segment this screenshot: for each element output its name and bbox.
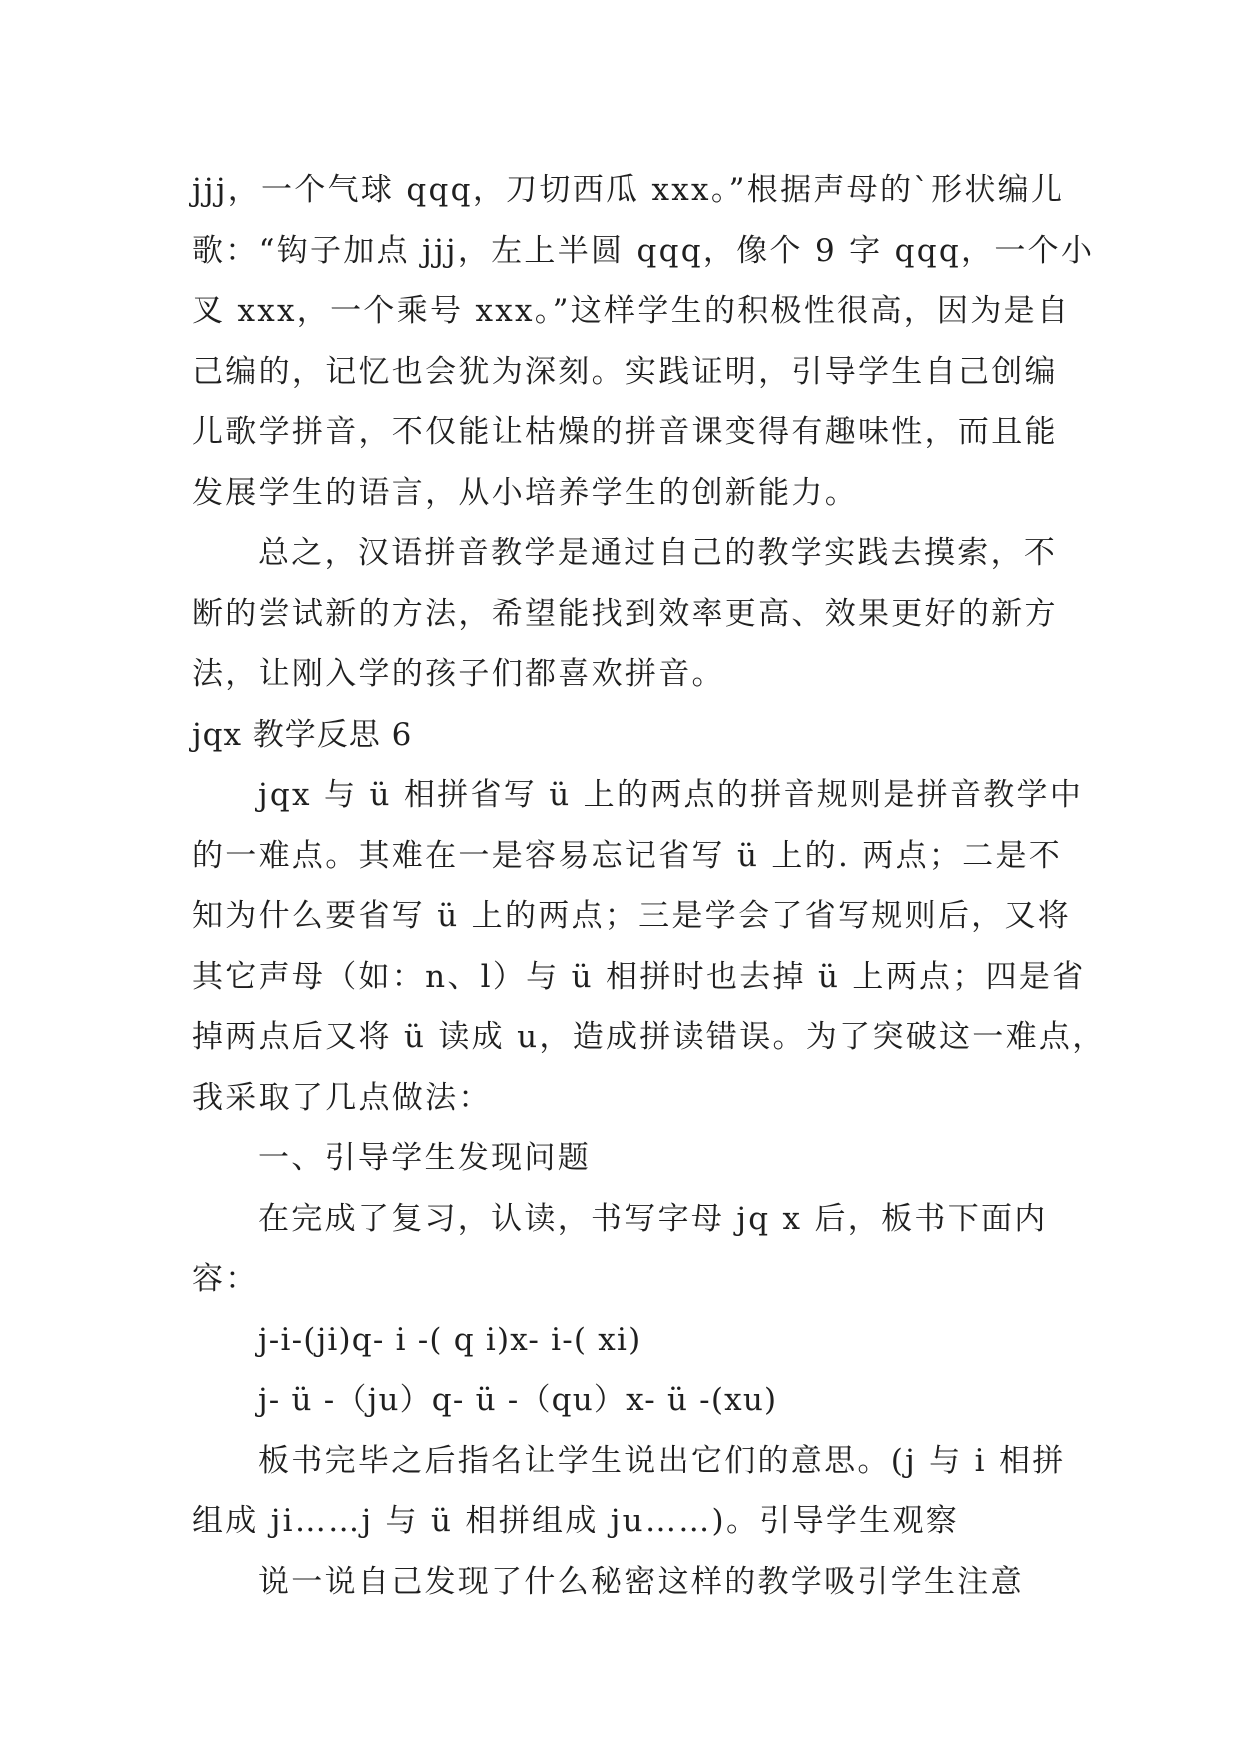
paragraph-line: 的一难点。其难在一是容易忘记省写 ü 上的. 两点；二是不 [192,837,1063,874]
paragraph-line: jjj，一个气球 qqq，刀切西瓜 xxx。”根据声母的`形状编儿 [192,172,1065,208]
paragraph-line: 总之，汉语拼音教学是通过自己的教学实践去摸索，不 [258,535,1058,571]
paragraph-line: 发展学生的语言，从小培养学生的创新能力。 [192,474,858,511]
paragraph-line: 我采取了几点做法： [192,1079,492,1116]
paragraph-line: 说一说自己发现了什么秘密这样的教学吸引学生注意 [258,1563,1024,1600]
paragraph-line: 容： [192,1261,259,1297]
pinyin-formula-line: j-i-(ji)q- i -( q i)x- i-( xi) [258,1321,642,1358]
section-heading: jqx 教学反思 6 [192,716,413,753]
paragraph-line: 叉 xxx，一个乘号 xxx。”这样学生的积极性很高，因为是自 [192,293,1071,329]
paragraph-line: 其它声母（如：n、l）与 ü 相拼时也去掉 ü 上两点；四是省 [192,958,1086,995]
paragraph-line: 知为什么要省写 ü 上的两点；三是学会了省写规则后，又将 [192,898,1072,934]
paragraph-line: 断的尝试新的方法，希望能找到效率更高、效果更好的新方 [192,595,1058,632]
paragraph-line: 组成 ji……j 与 ü 相拼组成 ju……)。引导学生观察 [192,1503,960,1539]
paragraph-line: 儿歌学拼音，不仅能让枯燥的拼音课变得有趣味性，而且能 [192,414,1058,450]
subsection-heading: 一、引导学生发现问题 [258,1140,591,1176]
paragraph-line: 板书完毕之后指名让学生说出它们的意思。(j 与 i 相拼 [258,1442,1066,1479]
pinyin-formula-line: j- ü -（ju）q- ü -（qu）x- ü -(xu) [258,1382,778,1418]
paragraph-line: 己编的，记忆也会犹为深刻。实践证明，引导学生自己创编 [192,353,1058,390]
paragraph-line: 在完成了复习，认读，书写字母 jq x 后，板书下面内 [258,1200,1048,1237]
paragraph-line: jqx 与 ü 相拼省写 ü 上的两点的拼音规则是拼音教学中 [258,777,1084,813]
document-body [192,160,1106,1612]
paragraph-line: 法，让刚入学的孩子们都喜欢拼音。 [192,656,725,692]
paragraph-line: 掉两点后又将 ü 读成 u，造成拼读错误。为了突破这一难点， [192,1019,1106,1055]
paragraph-line: 歌：“钩子加点 jjj，左上半圆 qqq，像个 9 字 qqq，一个小 [192,232,1095,269]
